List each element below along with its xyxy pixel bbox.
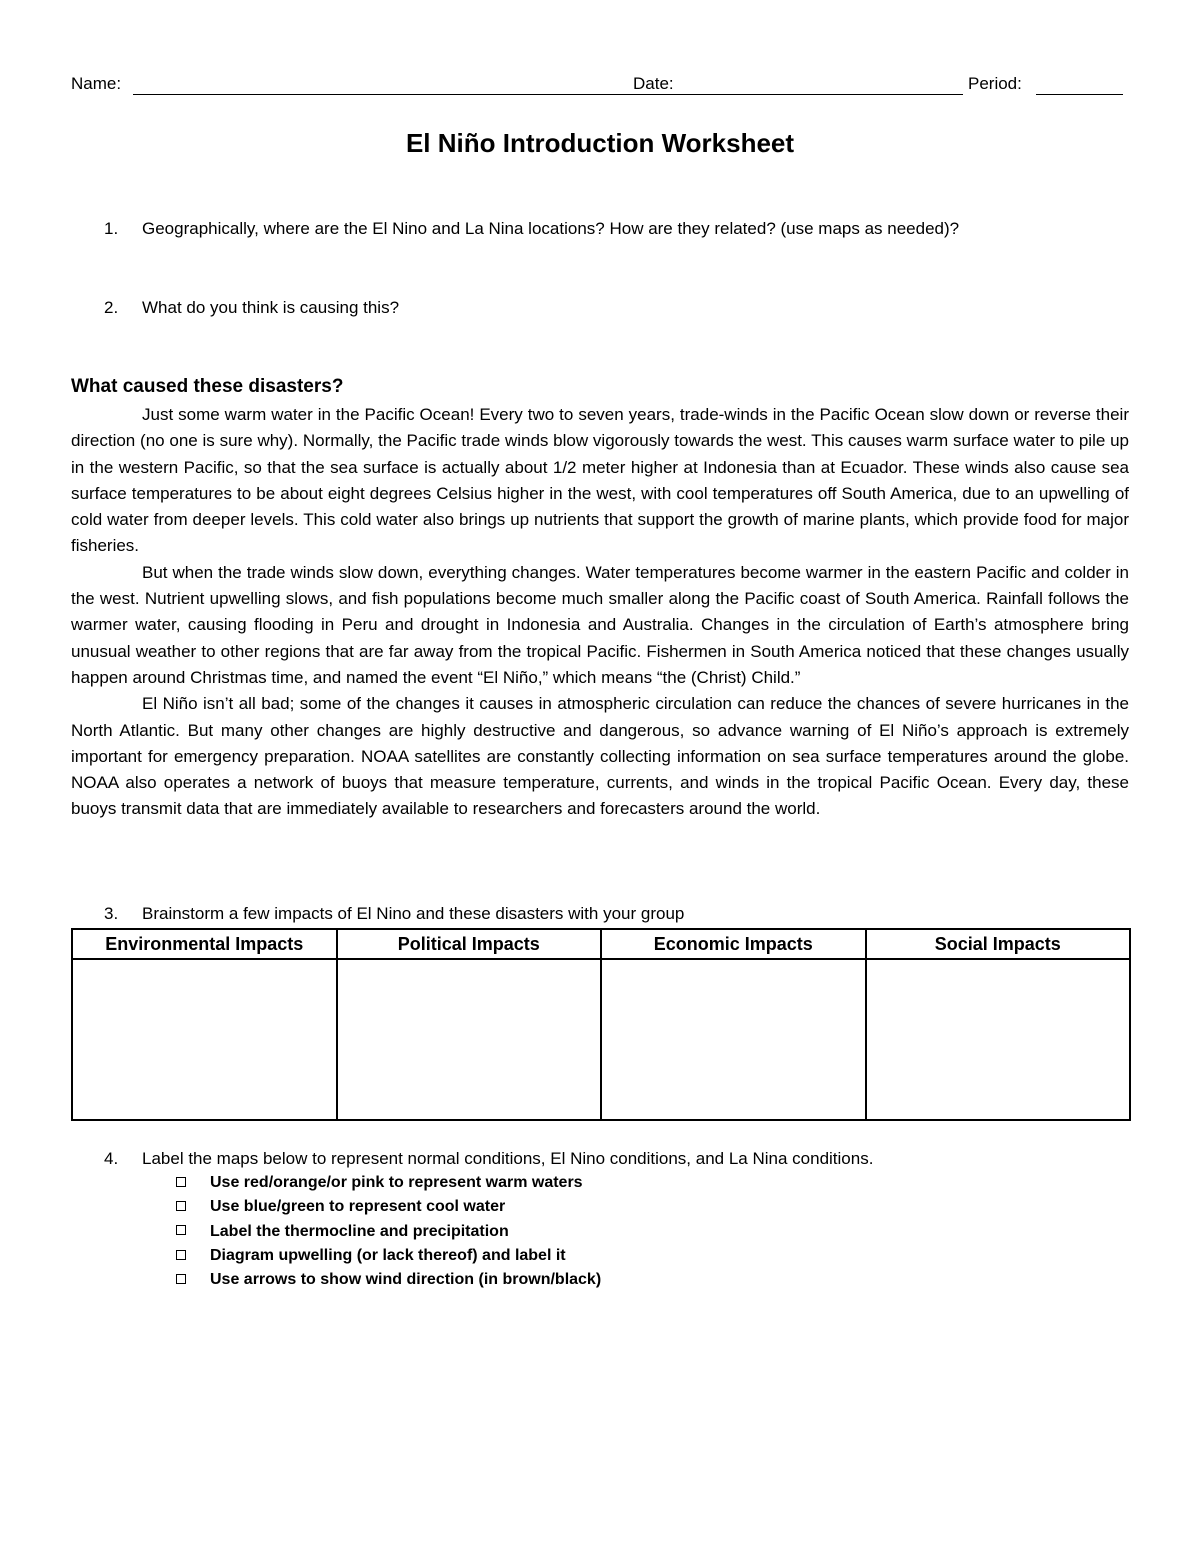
map-instructions-list [176,1174,601,1295]
reading-paragraph: But when the trade winds slow down, everything changes. Water temperatures become warmer in the eastern Pacific and colder in the west. Nutrient upwelling slows, and fish populations become much smaller along the Pacific coast of South America. Rainfall follows the warmer water, causing flooding in Peru and drought in Indonesia and Australia. Changes in the circulation of Earth’s atmosphere bring unusual weather to other regions that are far away from the tropical Pacific. Fishermen in South America noticed that these changes usually happen around Christmas time, and named the event “El Niño,” which means “the (Christ) Child.” [71,562,1129,687]
question-number: 3. [104,904,119,923]
list-item [176,1174,601,1198]
question-number: 1. [104,219,119,238]
header-economic-impacts: Economic Impacts [601,929,866,959]
question-1 [104,219,959,239]
checkbox-icon[interactable] [176,1225,186,1235]
date-blank[interactable] [684,94,963,95]
reading-passage [71,402,1129,823]
list-item-text: Use blue/green to represent cool water [210,1198,506,1216]
student-info-header [71,74,1123,100]
table-row [72,959,1130,1120]
checkbox-icon[interactable] [176,1274,186,1284]
question-3 [104,904,684,924]
question-4 [104,1149,873,1169]
period-label: Period: [968,74,1022,93]
question-number: 2. [104,298,119,317]
name-blank[interactable] [133,94,699,95]
reading-paragraph: El Niño isn’t all bad; some of the changes it causes in atmospheric circulation can reduce the chances of severe hurricanes in the North Atlantic. But many other changes are highly destructive and dangerous, so advance warning of El Niño’s approach is extremely important for emergency preparation. NOAA satellites are constantly collecting information on sea surface temperatures around the globe. NOAA also operates a network of buoys that measure temperature, currents, and winds in the tropical Pacific Ocean. Every day, these buoys transmit data that are immediately available to researchers and forecasters around the world. [71,694,1129,819]
name-label: Name: [71,74,122,93]
list-item-text: Label the thermocline and precipitation [210,1222,509,1240]
page-title: El Niño Introduction Worksheet [405,128,795,158]
economic-impacts-cell[interactable] [601,959,866,1120]
header-political-impacts: Political Impacts [337,929,602,959]
period-blank[interactable] [1036,94,1123,95]
list-item-text: Use arrows to show wind direction (in brown/black) [210,1271,602,1289]
date-label: Date: [633,74,674,93]
list-item [176,1198,601,1222]
question-text: Brainstorm a few impacts of El Nino and these disasters with your group [142,904,685,923]
question-number: 4. [104,1149,119,1168]
question-text: What do you think is causing this? [142,298,400,317]
header-environmental-impacts: Environmental Impacts [72,929,337,959]
checkbox-icon[interactable] [176,1177,186,1187]
checkbox-icon[interactable] [176,1201,186,1211]
environmental-impacts-cell[interactable] [72,959,337,1120]
question-text: Label the maps below to represent normal conditions, El Nino conditions, and La Nina conditions. [142,1149,874,1168]
question-text: Geographically, where are the El Nino and La Nina locations? How are they related? (use maps as needed)? [142,219,960,238]
social-impacts-cell[interactable] [866,959,1131,1120]
table-header-row [72,929,1130,959]
list-item-text: Use red/orange/or pink to represent warm waters [210,1174,583,1191]
header-social-impacts: Social Impacts [866,929,1131,959]
list-item [176,1271,601,1295]
list-item [176,1223,601,1247]
list-item-text: Diagram upwelling (or lack thereof) and label it [210,1246,566,1264]
checkbox-icon[interactable] [176,1250,186,1260]
reading-paragraph: Just some warm water in the Pacific Ocean! Every two to seven years, trade-winds in the Pacific Ocean slow down or reverse their direction (no one is sure why). Normally, the Pacific trade winds blow vigorously towards the west. This causes warm surface water to pile up in the western Pacific, so that the sea surface is actually about 1/2 meter higher at Indonesia than at Ecuador. These winds also cause sea surface temperatures to be about eight degrees Celsius higher in the west, with cool temperatures off South America, due to an upwelling of cold water from deeper levels. This cold water also brings up nutrients that support the growth of marine plants, which provide food for major fisheries. [71,405,1129,556]
section-heading: What caused these disasters? [71,376,344,397]
political-impacts-cell[interactable] [337,959,602,1120]
list-item [176,1247,601,1271]
question-2 [104,298,399,318]
impacts-table [71,928,1131,1121]
